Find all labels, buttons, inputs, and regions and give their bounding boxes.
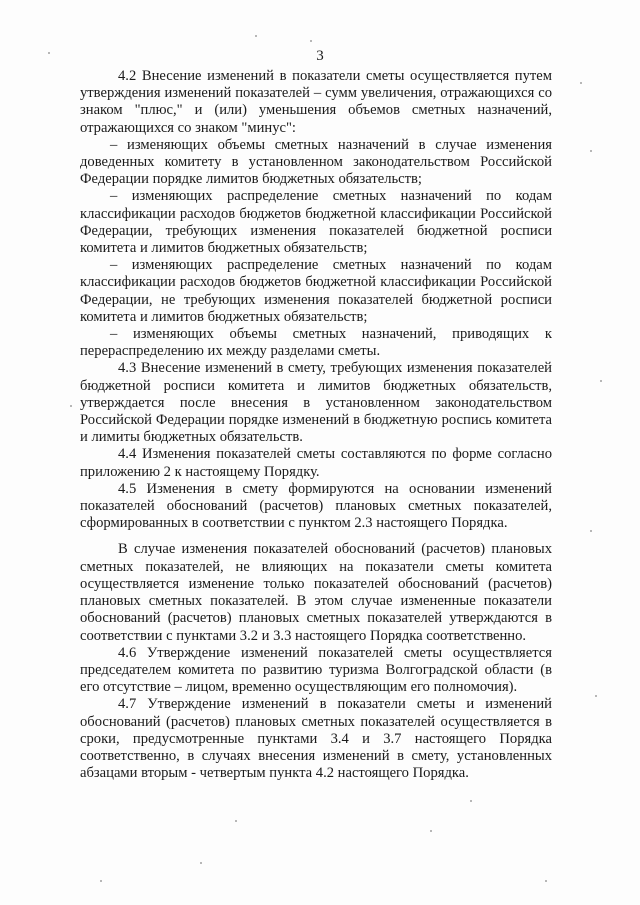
scan-speck (590, 150, 592, 152)
scan-speck (430, 830, 432, 832)
scan-speck (200, 862, 202, 864)
paragraph-4-7: 4.7 Утверждение изменений в показатели сметы и изменений обоснований (расчетов) плановых сметных показателей осуществляется в сроки, предусмотренные пунктами 3.4 и 3.7 настоящего Порядка соответственно, в случаях внесения изменений в смету, установленных абзацами вторым - четвертым пункта 4.2 настоящего Порядка. (80, 696, 552, 782)
paragraph-4-3: 4.3 Внесение изменений в смету, требующих изменения показателей бюджетной росписи комитета и лимитов бюджетных обязательств, утверждается после внесения в установленном законодательством Российской Федерации порядке изменений в бюджетную роспись комитета и лимиты бюджетных обязательств. (80, 360, 552, 446)
scan-speck (595, 695, 597, 697)
paragraph-4-4: 4.4 Изменения показателей сметы составляются по форме согласно приложению 2 к настоящему Порядку. (80, 446, 552, 480)
paragraph-4-5: 4.5 Изменения в смету формируются на основании изменений показателей обоснований (расчетов) плановых сметных показателей, сформированных в соответствии с пунктом 2.3 настоящего Порядка. (80, 480, 552, 532)
page-number: 3 (316, 48, 324, 64)
scan-speck (310, 40, 312, 42)
document-body (80, 68, 552, 782)
scan-speck (100, 880, 102, 882)
scan-speck (470, 800, 472, 802)
paragraph-4-2-item-2: – изменяющих распределение сметных назначений по кодам классификации расходов бюджетов бюджетной классификации Российской Федерации, требующих изменения показателей бюджетной росписи комитета и лимитов бюджетных обязательств; (80, 188, 552, 257)
scan-speck (580, 82, 582, 84)
scan-speck (590, 530, 592, 532)
scan-speck (255, 35, 257, 37)
paragraph-4-2-item-3: – изменяющих распределение сметных назначений по кодам классификации расходов бюджетов бюджетной классификации Российской Федерации, не требующих изменения показателей бюджетной росписи комитета и лимитов бюджетных обязательств; (80, 257, 552, 325)
paragraph-4-6: 4.6 Утверждение изменений показателей сметы осуществляется председателем комитета по развитию туризма Волгоградской области (в его отсутствие – лицом, временно осуществляющим его полномочия). (80, 644, 552, 696)
paragraph-4-2: 4.2 Внесение изменений в показатели сметы осуществляется путем утверждения изменений показателей – сумм увеличения, отражающихся со знаком "плюс," и (или) уменьшения объемов сметных назначений, отражающихся со знаком "минус": (80, 68, 552, 136)
paragraph-4-2-item-1: – изменяющих объемы сметных назначений в случае изменения доведенных комитету в установленном законодательством Российской Федерации порядке лимитов бюджетных обязательств; (80, 136, 552, 188)
scan-speck (235, 820, 237, 822)
scan-speck (70, 405, 72, 407)
scan-speck (48, 52, 50, 54)
scan-speck (545, 880, 547, 882)
paragraph-4-2-item-4: – изменяющих объемы сметных назначений, приводящих к перераспределению их между разделами сметы. (80, 326, 552, 360)
paragraph-4-5-continued: В случае изменения показателей обоснований (расчетов) плановых сметных показателей, не влияющих на показатели сметы комитета осуществляется изменение только показателей обоснований (расчетов) плановых сметных показателей. В этом случае измененные показатели обоснований (расчетов) плановых сметных показателей утверждаются в соответствии с пунктами 3.2 и 3.3 настоящего Порядка соответственно. (80, 541, 552, 644)
scan-speck (600, 380, 602, 382)
